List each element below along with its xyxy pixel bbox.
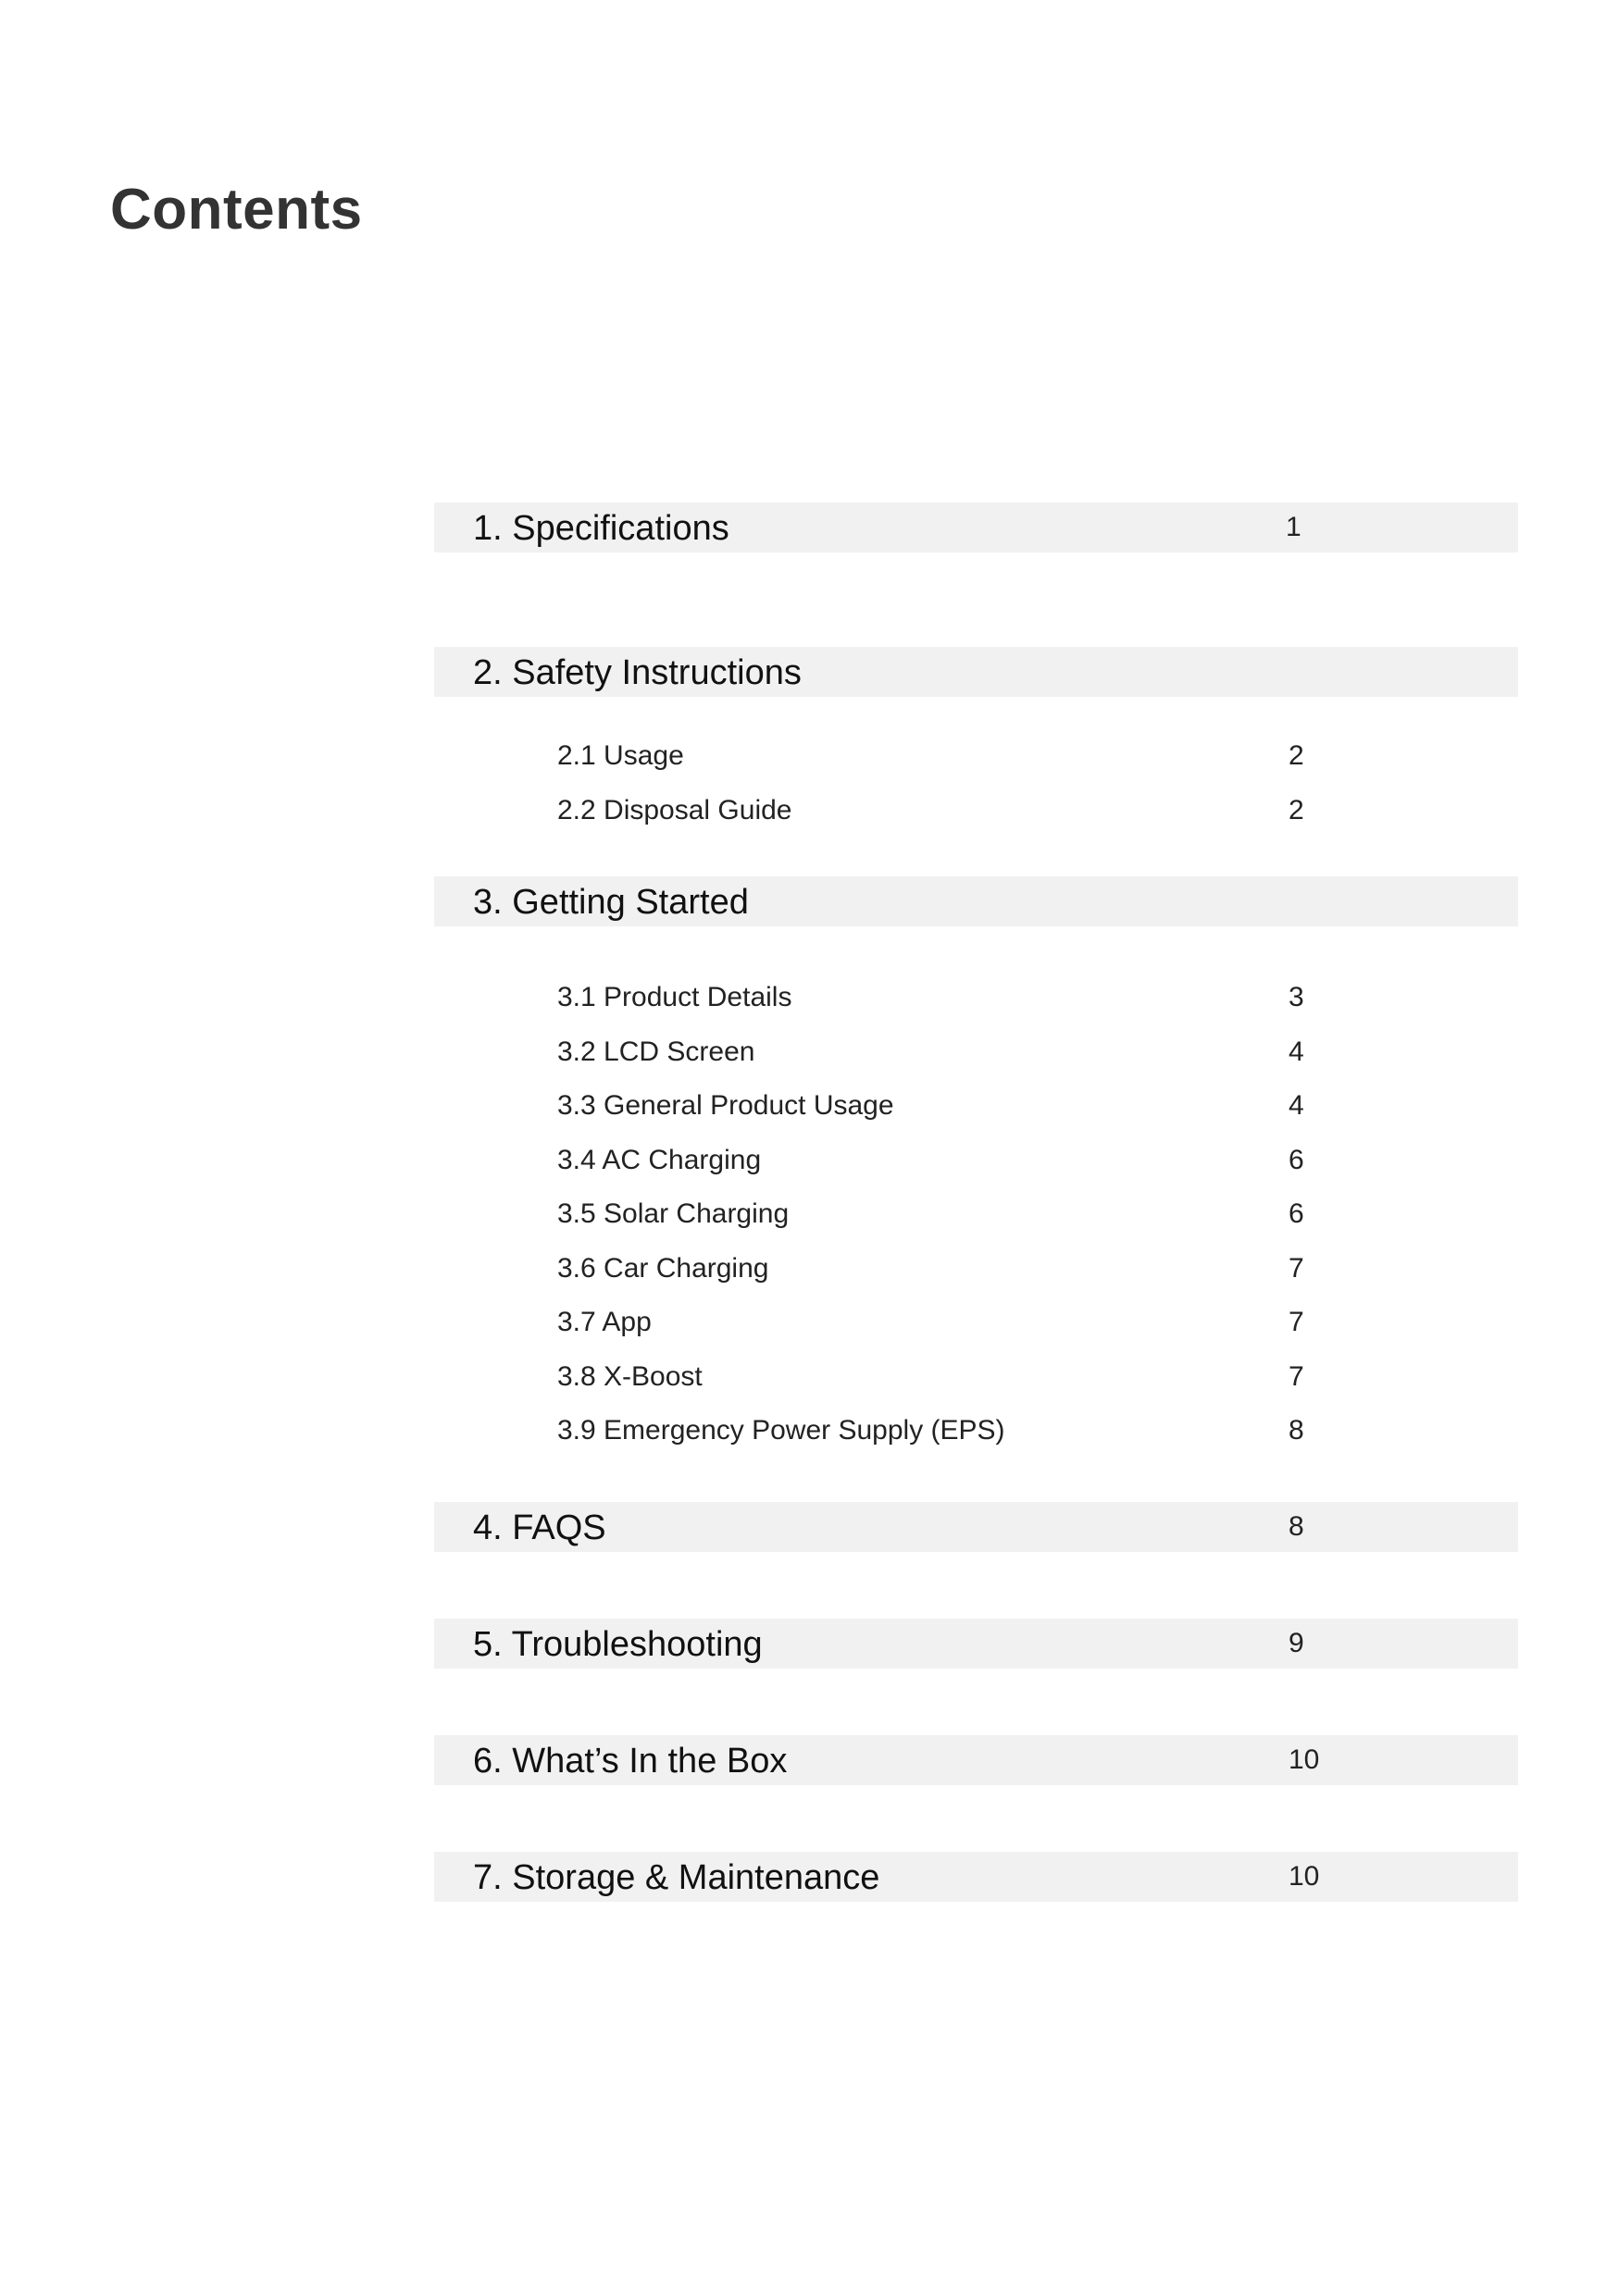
toc-section-title: 6. What’s In the Box <box>473 1742 788 1781</box>
toc-item-title: 3.6 Car Charging <box>557 1253 769 1284</box>
toc-section-title: 1. Specifications <box>473 509 729 548</box>
toc-item-title: 3.9 Emergency Power Supply (EPS) <box>557 1415 1005 1446</box>
toc-item-page-number: 6 <box>1289 1198 1304 1229</box>
toc-item-x-boost[interactable] <box>434 1359 1518 1396</box>
table-of-contents <box>434 0 1518 2296</box>
toc-item-title: 3.3 General Product Usage <box>557 1090 894 1121</box>
toc-item-page-number: 8 <box>1289 1415 1304 1446</box>
toc-item-page-number: 2 <box>1289 795 1304 825</box>
toc-item-product-details[interactable] <box>434 979 1518 1016</box>
toc-item-app[interactable] <box>434 1304 1518 1341</box>
toc-item-page-number: 4 <box>1289 1036 1304 1067</box>
toc-item-page-number: 7 <box>1289 1361 1304 1392</box>
toc-section-page-number: 10 <box>1289 1744 1320 1775</box>
toc-section-title: 3. Getting Started <box>473 883 749 922</box>
toc-item-page-number: 3 <box>1289 982 1304 1012</box>
toc-item-emergency-power-supply[interactable] <box>434 1412 1518 1449</box>
toc-item-car-charging[interactable] <box>434 1250 1518 1287</box>
toc-item-usage[interactable] <box>434 738 1518 775</box>
toc-section-page-number: 8 <box>1289 1511 1304 1542</box>
toc-item-title: 3.2 LCD Screen <box>557 1036 755 1067</box>
toc-section-faqs[interactable] <box>434 1502 1518 1552</box>
toc-item-title: 3.8 X-Boost <box>557 1361 703 1392</box>
toc-item-page-number: 4 <box>1289 1090 1304 1121</box>
toc-item-lcd-screen[interactable] <box>434 1034 1518 1071</box>
toc-item-page-number: 2 <box>1289 740 1304 771</box>
toc-item-disposal-guide[interactable] <box>434 792 1518 829</box>
toc-item-page-number: 7 <box>1289 1307 1304 1337</box>
toc-item-page-number: 6 <box>1289 1145 1304 1175</box>
toc-item-title: 2.2 Disposal Guide <box>557 795 792 825</box>
toc-item-title: 3.1 Product Details <box>557 982 792 1012</box>
toc-section-specifications[interactable] <box>434 503 1518 552</box>
toc-item-title: 3.7 App <box>557 1307 652 1337</box>
toc-item-title: 3.5 Solar Charging <box>557 1198 790 1229</box>
toc-item-ac-charging[interactable] <box>434 1142 1518 1179</box>
toc-section-safety-instructions[interactable] <box>434 647 1518 697</box>
toc-section-title: 4. FAQS <box>473 1508 606 1547</box>
toc-item-page-number: 7 <box>1289 1253 1304 1284</box>
toc-section-title: 7. Storage & Maintenance <box>473 1858 880 1897</box>
toc-section-title: 2. Safety Instructions <box>473 653 802 692</box>
toc-section-storage-maintenance[interactable] <box>434 1852 1518 1902</box>
toc-section-page-number: 10 <box>1289 1861 1320 1892</box>
toc-item-general-product-usage[interactable] <box>434 1087 1518 1124</box>
toc-section-whats-in-the-box[interactable] <box>434 1735 1518 1785</box>
toc-section-page-number: 9 <box>1289 1628 1304 1658</box>
toc-item-title: 3.4 AC Charging <box>557 1145 762 1175</box>
page-title: Contents <box>110 178 363 242</box>
toc-section-troubleshooting[interactable] <box>434 1619 1518 1669</box>
toc-item-solar-charging[interactable] <box>434 1196 1518 1233</box>
toc-section-page-number: 1 <box>1286 512 1301 542</box>
toc-section-getting-started[interactable] <box>434 876 1518 926</box>
toc-section-title: 5. Troubleshooting <box>473 1625 763 1664</box>
toc-item-title: 2.1 Usage <box>557 740 684 771</box>
